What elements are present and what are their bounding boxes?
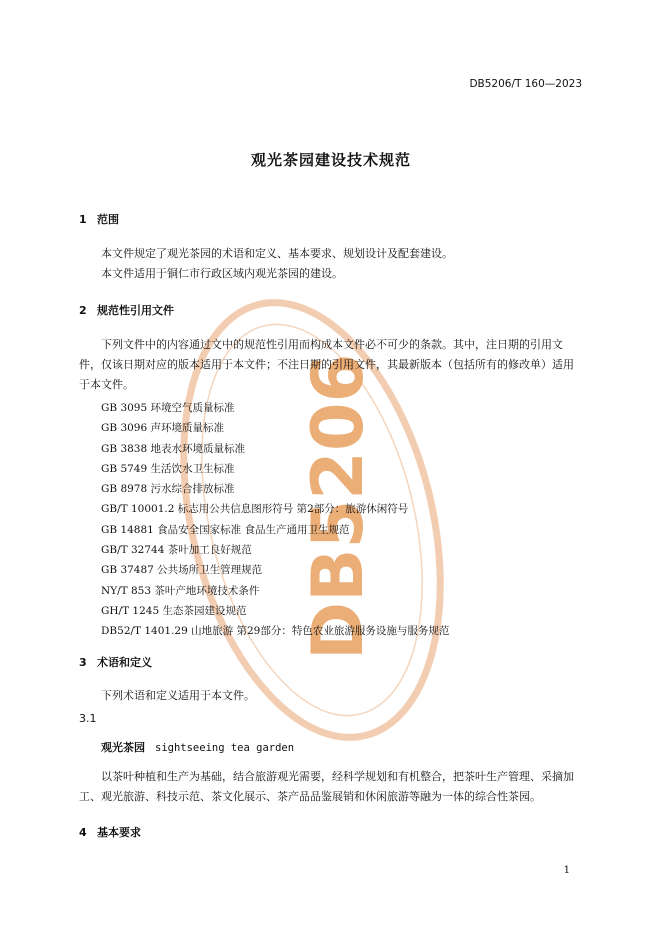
reference-item: GB 3838 地表水环境质量标准 [101, 442, 246, 455]
references-intro: 下列文件中的内容通过文中的规范性引用而构成本文件必不可少的条款。其中，注日期的引用文件，仅该日期对应的版本适用于本文件；不注日期的引用文件，其最新版本（包括所有的修改单）适用于本文件。 [79, 338, 574, 391]
section-number: 3 [79, 656, 87, 669]
section-title: 术语和定义 [97, 656, 152, 669]
watermark-text: DB5206 [297, 353, 379, 660]
section-number: 2 [79, 304, 87, 317]
section-title: 规范性引用文件 [97, 304, 174, 317]
term-definition: 以茶叶种植和生产为基础，结合旅游观光需要，经科学规划和有机整合，把茶叶生产管理、采摘加工、观光旅游、科技示范、茶文化展示、茶产品品鉴展销和休闲旅游等融为一体的综合性茶园。 [79, 770, 574, 803]
term-english: sightseeing tea garden [155, 742, 295, 754]
reference-item: GB 8978 污水综合排放标准 [101, 483, 235, 496]
reference-list [101, 398, 449, 642]
reference-item: GH/T 1245 生态茶园建设规范 [101, 604, 247, 617]
section-4-heading [79, 824, 141, 840]
section-number: 4 [79, 826, 87, 839]
page-number: 1 [563, 865, 570, 876]
section-2-heading [79, 302, 174, 318]
term-chinese: 观光茶园 [101, 741, 145, 754]
section-number: 1 [79, 213, 87, 226]
term-number: 3.1 [79, 712, 97, 725]
scope-paragraph-1: 本文件规定了观光茶园的术语和定义、基本要求、规划设计及配套建设。 [101, 247, 453, 260]
reference-item: GB/T 10001.2 标志用公共信息图形符号 第2部分：旅游休闲符号 [101, 503, 409, 516]
section-3-heading [79, 654, 152, 670]
section-1-heading [79, 211, 119, 227]
section-title: 范围 [97, 213, 119, 226]
reference-item: DB52/T 1401.29 山地旅游 第29部分：特色农业旅游服务设施与服务规范 [101, 625, 450, 638]
reference-item: GB 5749 生活饮水卫生标准 [101, 462, 235, 475]
document-code: DB5206/T 160—2023 [469, 78, 582, 90]
term-heading [101, 739, 294, 755]
scope-paragraph-2: 本文件适用于铜仁市行政区域内观光茶园的建设。 [101, 267, 343, 280]
terms-intro: 下列术语和定义适用于本文件。 [101, 689, 255, 702]
section-title: 基本要求 [97, 826, 141, 839]
reference-item: GB/T 32744 茶叶加工良好规范 [101, 544, 252, 557]
reference-item: GB 14881 食品安全国家标准 食品生产通用卫生规范 [101, 523, 350, 536]
reference-item: GB 37487 公共场所卫生管理规范 [101, 564, 263, 577]
reference-item: GB 3095 环境空气质量标准 [101, 402, 235, 414]
reference-item: NY/T 853 茶叶产地环境技术条件 [101, 584, 260, 597]
page-title: 观光茶园建设技术规范 [250, 151, 411, 169]
reference-item: GB 3096 声环境质量标准 [101, 422, 225, 435]
